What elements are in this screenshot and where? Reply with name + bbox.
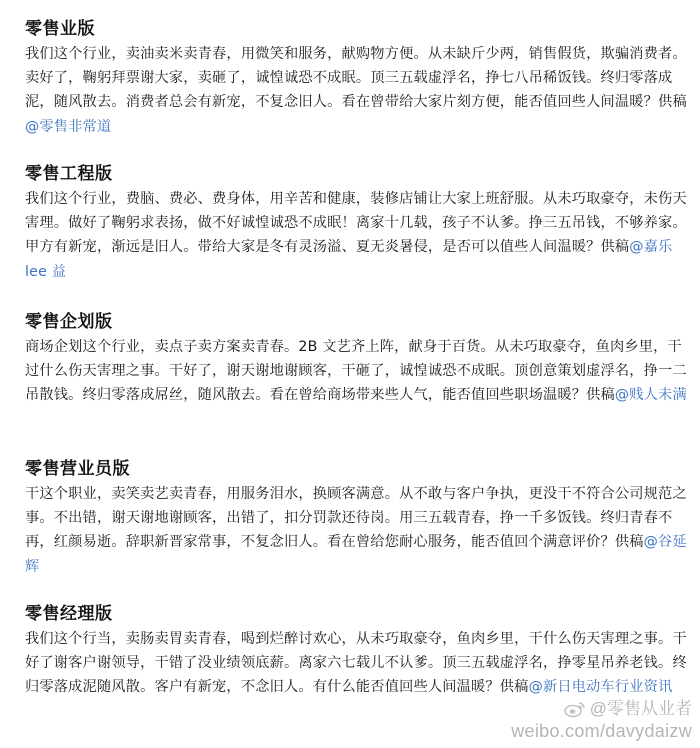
section-body [25,187,692,284]
section-text: 干这个职业，卖笑卖艺卖青春，用服务泪水，换顾客满意。从不敢与客户争执，更没干不符合公司规范之事。不出错，谢天谢地谢顾客，出错了，扣分罚款还待岗。用三五载青春，挣一千多饭钱。终归青春不再，红颜易逝。辞职新晋家常事，不复念旧人。看在曾给您耐心服务，能否值回个满意评价？供稿 [25,486,687,551]
section-text: 我们这个行业，费脑、费必、费身体，用辛苦和健康，装修店铺让大家上班舒服。从未巧取豪夺，未伤天害理。做好了鞠躬求表扬，做不好诚惶诚恐不成眠！离家十几载，孩子不认爹。挣三五吊钱，不够养家。甲方有新宠，渐远是旧人。带给大家是冬有灵汤溢、夏无炎暑侵，是否可以值些人间温暖？供稿 [25,191,687,256]
section-text: 我们这个行当，卖肠卖胃卖青春，喝到烂醉讨欢心，从未巧取豪夺，鱼肉乡里，干什么伤天害理之事。干好了谢客户谢领导，干错了没业绩领底薪。离家六七载儿不认爹。顶三五载虚浮名，挣零星吊养老钱。终归零落成泥随风散。客户有新宠，不念旧人。有什么能否值回些人间温暖？供稿 [25,631,687,696]
credit-link[interactable]: @嘉乐 lee 益 [25,239,673,280]
section-title: 零售营业员版 [25,459,130,479]
section-title: 零售企划版 [25,312,113,332]
section-text: 我们这个行业，卖油卖米卖青春，用微笑和服务，献购物方便。从未缺斤少两，销售假货，欺骗消费者。卖好了，鞠躬拜票谢大家，卖砸了，诚惶诚恐不成眠。顶三五载虚浮名，挣七八吊稀饭钱。终归零落成泥，随风散去。消费者总会有新宠，不复念旧人。看在曾带给大家片刻方便，能否值回些人间温暖？供稿 [25,46,687,111]
credit-link[interactable]: @零售非常道 [25,118,112,135]
section-body [25,42,692,139]
watermark-url: weibo.com/davydaizw [511,721,692,741]
section-title: 零售经理版 [25,604,113,624]
credit-link[interactable]: @贱人未满 [614,387,687,404]
watermark-account-row [511,698,692,720]
weibo-logo-icon [564,700,586,718]
watermark-account: @零售从业者 [589,699,692,718]
section-retail-planning [20,311,692,408]
section-body [25,482,692,579]
credit-link[interactable]: @新日电动车行业资讯 [528,679,673,696]
section-body [25,335,692,408]
weibo-watermark [511,698,692,742]
section-retail [20,18,692,139]
section-text: 商场企划这个行业，卖点子卖方案卖青春。2B 文艺齐上阵，献身于百货。从未巧取豪夺，鱼肉乡里，干过什么伤天害理之事。干好了，谢天谢地谢顾客，干砸了，诚惶诚恐不成眠。顶创意策划虚浮名，挣一二吊散钱。终归零落成屌丝，随风散去。看在曾给商场带来些人气，能否值回些职场温暖？供稿 [25,339,687,404]
section-title: 零售业版 [25,19,95,39]
section-retail-manager [20,603,692,700]
section-body [25,627,692,700]
section-title: 零售工程版 [25,164,113,184]
section-sales-clerk [20,458,692,579]
credit-link[interactable]: @谷延辉 [25,534,687,575]
section-retail-engineering [20,163,692,284]
